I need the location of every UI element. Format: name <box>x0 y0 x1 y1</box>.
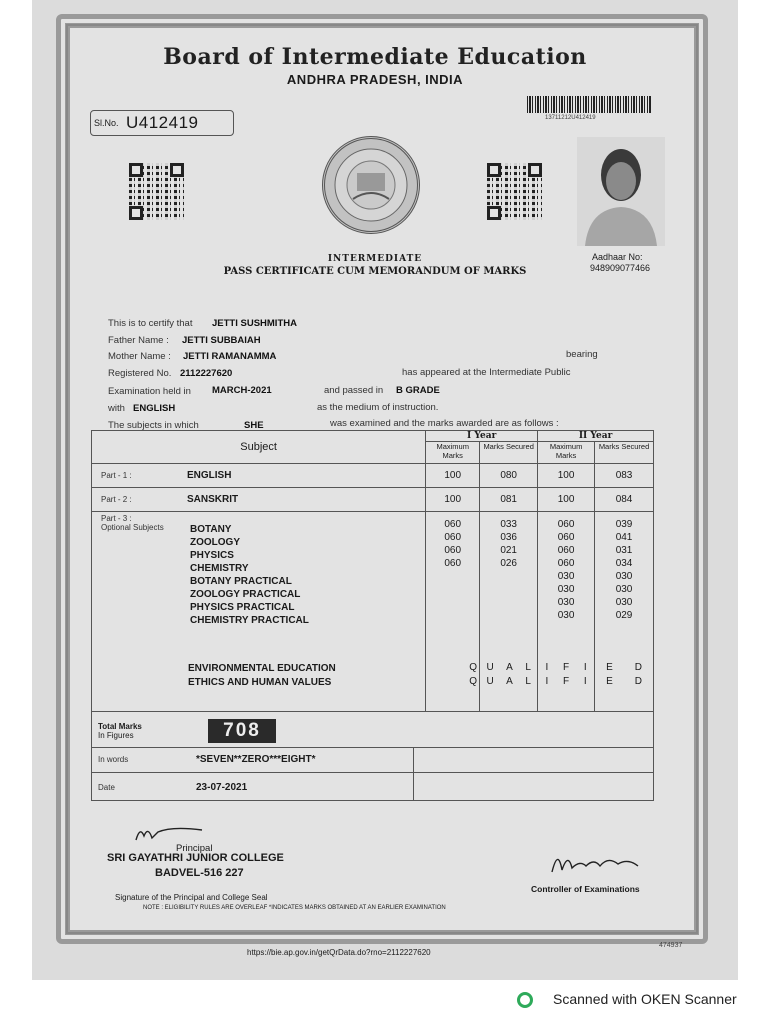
part2-label: Part - 2 : <box>101 495 132 504</box>
scanner-watermark: Scanned with OKEN Scanner <box>553 991 737 1007</box>
year1-header: I Year <box>426 431 538 442</box>
aadhaar-value: 948909077466 <box>590 263 651 273</box>
y2-max-cell: 060 <box>557 519 575 530</box>
registered-number: 2112227620 <box>180 368 233 379</box>
table-row <box>92 488 654 512</box>
y1-max-cell: 060 <box>444 532 462 543</box>
father-name: JETTI SUBBAIAH <box>182 335 261 346</box>
subject-name: CHEMISTRY <box>190 563 249 574</box>
y1-max-cell: 060 <box>444 558 462 569</box>
y2-max-cell: 060 <box>557 558 575 569</box>
subject-name: ZOOLOGY <box>190 537 240 548</box>
part2-y2-secured: 084 <box>595 488 654 512</box>
medium-value: ENGLISH <box>133 403 176 414</box>
y2-secured-cell: 039 <box>615 519 633 530</box>
y1-secured-cell: 026 <box>500 558 517 569</box>
eligibility-note: NOTE : ELIGIBILITY RULES ARE OVERLEAF *INDICATES MARKS OBTAINED AT AN EARLIER EXAMINATION <box>143 905 446 911</box>
y2-secured-cell: 029 <box>615 610 633 621</box>
qualified-letter: A <box>506 676 513 687</box>
part2-y2-max: 100 <box>538 488 595 512</box>
controller-title: Controller of Examinations <box>531 884 640 894</box>
marks-table <box>91 430 654 801</box>
in-words-label: In words <box>98 755 129 764</box>
grade-value: B GRADE <box>396 385 440 396</box>
env-subject: ENVIRONMENTAL EDUCATION <box>188 663 336 674</box>
appeared-text: has appeared at the Intermediate Public <box>402 367 571 378</box>
year2-header: II Year <box>538 431 654 442</box>
board-subtitle: ANDHRA PRADESH, INDIA <box>286 72 464 87</box>
page-number: 474937 <box>659 942 683 949</box>
y1-max-cell: 060 <box>444 519 462 530</box>
part2-subject: SANSKRIT <box>187 494 239 505</box>
pronoun: SHE <box>244 420 264 431</box>
exam-label: Examination held in <box>108 386 191 397</box>
serial-number-value: U412419 <box>126 113 199 132</box>
qualified-letter: L <box>525 662 531 673</box>
oken-logo-icon <box>517 992 533 1008</box>
y1-secured-cell: 036 <box>500 532 517 543</box>
medium-text: as the medium of instruction. <box>317 402 439 413</box>
student-name: JETTI SUSHMITHA <box>212 318 297 329</box>
total-figures: 708 <box>208 719 276 743</box>
college-name: SRI GAYATHRI JUNIOR COLLEGE <box>107 852 284 864</box>
subject-header: Subject <box>92 431 426 464</box>
serial-number-label: Sl.No. <box>94 118 119 128</box>
date-row <box>92 773 654 801</box>
barcode-number: 13711212U412419 <box>545 115 596 121</box>
qualified-letter: L <box>525 676 531 687</box>
qualified-letter: Q <box>469 676 478 687</box>
y1-max-cell: 060 <box>444 545 462 556</box>
y2-max-cell: 060 <box>557 532 575 543</box>
qr-code-right <box>487 163 542 220</box>
in-figures-label: In Figures <box>98 731 134 740</box>
date-value: 23-07-2021 <box>196 782 248 793</box>
qualified-letter: U <box>486 676 494 687</box>
certificate-title: PASS CERTIFICATE CUM MEMORANDUM OF MARKS <box>223 266 527 277</box>
y1-secured-cell: 033 <box>500 519 517 530</box>
barcode <box>527 96 651 113</box>
subject-name: BOTANY PRACTICAL <box>190 576 292 587</box>
qualified-letter: Q <box>469 662 478 673</box>
y2-secured-cell: 041 <box>615 532 633 543</box>
y1-secured-cell: 021 <box>500 545 517 556</box>
y2-max-header: Maximum Marks <box>538 442 595 464</box>
qualified-letter: I <box>583 676 587 687</box>
mother-label: Mother Name : <box>108 351 171 362</box>
board-seal-emblem <box>322 136 420 234</box>
qualified-letter: I <box>583 662 587 673</box>
exam-session: MARCH-2021 <box>212 385 272 396</box>
y2-secured-cell: 030 <box>615 571 633 582</box>
part3-row <box>92 512 654 712</box>
passed-label: and passed in <box>324 385 384 396</box>
y2-secured-header: Marks Secured <box>595 442 654 464</box>
part1-subject: ENGLISH <box>187 470 232 481</box>
mother-name: JETTI RAMANAMMA <box>183 351 277 362</box>
controller-signature <box>548 846 644 878</box>
student-photo <box>577 137 665 246</box>
qualified-letter: D <box>634 676 642 687</box>
principal-signature <box>132 822 212 844</box>
bearing-label: bearing <box>566 349 598 360</box>
total-figures-row <box>92 712 654 748</box>
subjects-label: The subjects in which <box>108 420 199 431</box>
subject-name: CHEMISTRY PRACTICAL <box>190 615 309 626</box>
part1-y1-max: 100 <box>426 464 480 488</box>
part1-label: Part - 1 : <box>101 471 132 480</box>
y1-max-header: Maximum Marks <box>426 442 480 464</box>
y2-max-cell: 030 <box>557 584 575 595</box>
part1-y1-secured: 080 <box>480 464 538 488</box>
date-label: Date <box>98 783 115 792</box>
qualified-letter: D <box>634 662 642 673</box>
father-label: Father Name : <box>108 335 169 346</box>
y2-secured-cell: 030 <box>615 597 633 608</box>
qualified-letter: F <box>563 676 570 687</box>
part1-y2-max: 100 <box>538 464 595 488</box>
part3-label: Part - 3 : <box>101 514 132 523</box>
qr-code-left <box>129 163 184 220</box>
y2-max-cell: 060 <box>557 545 575 556</box>
y2-secured-cell: 031 <box>615 545 633 556</box>
y2-max-cell: 030 <box>557 597 575 608</box>
subject-name: PHYSICS PRACTICAL <box>190 602 295 613</box>
certify-label: This is to certify that <box>108 318 193 329</box>
subject-name: BOTANY <box>190 524 232 535</box>
y1-secured-header: Marks Secured <box>480 442 538 464</box>
examined-text: was examined and the marks awarded are as follows : <box>330 418 559 429</box>
y2-secured-cell: 030 <box>615 584 633 595</box>
qualified-letter: F <box>563 662 570 673</box>
principal-title: Principal <box>176 843 213 854</box>
qualified-letter: E <box>606 662 613 673</box>
verification-url: https://bie.ap.gov.in/getQrData.do?rno=2112227620 <box>247 948 431 957</box>
y2-secured-cell: 034 <box>615 558 633 569</box>
qualified-letter: A <box>506 662 513 673</box>
certificate-type: INTERMEDIATE <box>327 254 423 264</box>
part2-y1-secured: 081 <box>480 488 538 512</box>
subject-name: PHYSICS <box>190 550 234 561</box>
college-place: BADVEL-516 227 <box>155 867 244 879</box>
qualified-letter: E <box>606 676 613 687</box>
qualified-letter: U <box>486 662 494 673</box>
total-label: Total Marks <box>98 722 142 731</box>
optional-subjects-label: Optional Subjects <box>101 523 164 532</box>
part2-y1-max: 100 <box>426 488 480 512</box>
ethics-subject: ETHICS AND HUMAN VALUES <box>188 677 332 688</box>
qualified-letter: I <box>545 662 549 673</box>
with-label: with <box>108 403 125 414</box>
part1-y2-secured: 083 <box>595 464 654 488</box>
board-title: Board of Intermediate Education <box>163 44 587 70</box>
signature-caption: Signature of the Principal and College Seal <box>115 893 268 902</box>
aadhaar-label: Aadhaar No: <box>592 252 643 262</box>
subject-name: ZOOLOGY PRACTICAL <box>190 589 301 600</box>
total-words: *SEVEN**ZERO***EIGHT* <box>196 754 316 765</box>
qualified-letter: I <box>545 676 549 687</box>
y2-max-cell: 030 <box>557 571 575 582</box>
table-row <box>92 464 654 488</box>
regno-label: Registered No. <box>108 368 172 379</box>
y2-max-cell: 030 <box>557 610 575 621</box>
total-words-row <box>92 748 654 773</box>
